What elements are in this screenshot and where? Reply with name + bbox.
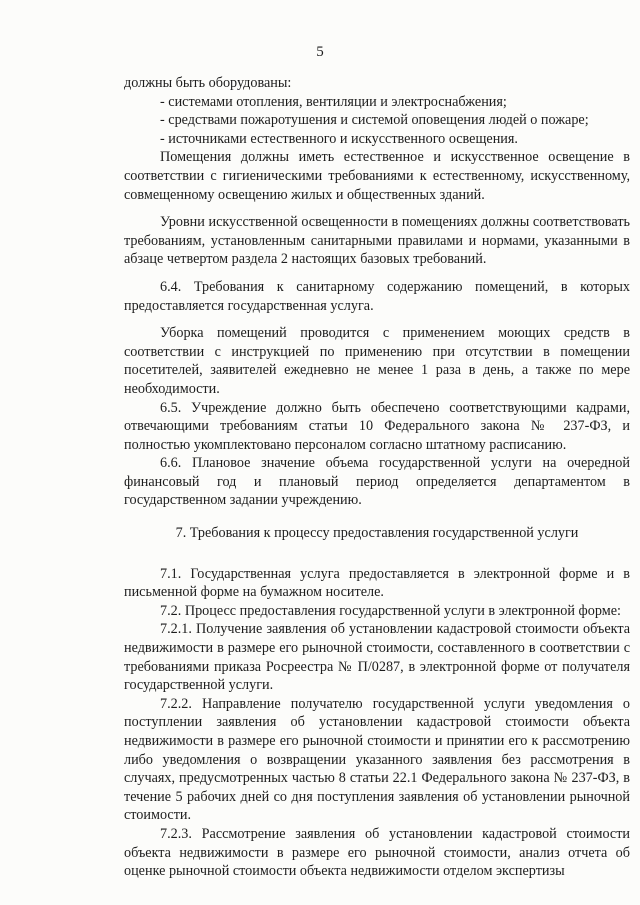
- document-body: [124, 74, 630, 881]
- paragraph: 6.5. Учреждение должно быть обеспечено соответствующими кадрами, отвечающими требованиям статьи 10 Федерального закона № 237-ФЗ, и полностью укомплектовано персоналом согласно штатному расписанию.: [124, 399, 630, 453]
- paragraph: 7.2.3. Рассмотрение заявления об установлении кадастровой стоимости объекта недвижимости в размере его рыночной стоимости, анализ отчета об оценке рыночной стоимости объекта недвижимости отделом экспертизы: [124, 825, 630, 880]
- paragraph: должны быть оборудованы:: [124, 75, 292, 91]
- paragraph: 7.2.1. Получение заявления об установлении кадастровой стоимости объекта недвижимости в размере его рыночной стоимости, составленного в соответствии с требованиями приказа Росреестра № П/0287, в электронной форме от получателя государственной услуги.: [124, 621, 630, 694]
- paragraph: 7.2. Процесс предоставления государственной услуги в электронной форме:: [160, 602, 621, 619]
- list-item: - источниками естественного и искусственного освещения.: [160, 130, 518, 147]
- list-item: - системами отопления, вентиляции и электроснабжения;: [160, 93, 507, 110]
- paragraph: 6.4. Требования к санитарному содержанию помещений, в которых предоставляется государственная услуга.: [124, 278, 630, 314]
- list-item: - средствами пожаротушения и системой оповещения людей о пожаре;: [160, 112, 589, 129]
- paragraph: Уровни искусственной освещенности в помещениях должны соответствовать требованиям, установленным санитарными правилами и нормами, указанными в абзаце четвертом раздела 2 настоящих базовых требований.: [124, 214, 630, 268]
- paragraph: 7.2.2. Направление получателю государственной услуги уведомления о поступлении заявления об установлении кадастровой стоимости объекта недвижимости в размере его рыночной стоимости и принятии его к рассмотрению либо уведомления о возвращении указанного заявления без рассмотрения в случаях, предусмотренных частью 8 статьи 22.1 Федерального закона № 237-ФЗ, в течение 5 рабочих дней со дня поступления заявления об установлении рыночной стоимости.: [124, 695, 630, 824]
- paragraph: Помещения должны иметь естественное и искусственное освещение в соответствии с гигиеническими требованиями к естественному, искусственному, совмещенному освещению жилых и общественных зданий.: [124, 149, 630, 203]
- page-number: 5: [316, 44, 324, 60]
- section-heading: 7. Требования к процессу предоставления государственной услуги: [175, 525, 579, 542]
- paragraph: Уборка помещений проводится с применением моющих средств в соответствии с инструкцией по применению при отсутствии в помещении посетителей, заявителей ежедневно не менее 1 раза в день, а также по мере необходимости.: [124, 325, 630, 397]
- paragraph: 7.1. Государственная услуга предоставляется в электронной форме и в письменной форме на бумажном носителе.: [124, 565, 630, 601]
- paragraph: 6.6. Плановое значение объема государственной услуги на очередной финансовый год и плановый период определяется департаментом в государственном задании учреждению.: [124, 455, 630, 509]
